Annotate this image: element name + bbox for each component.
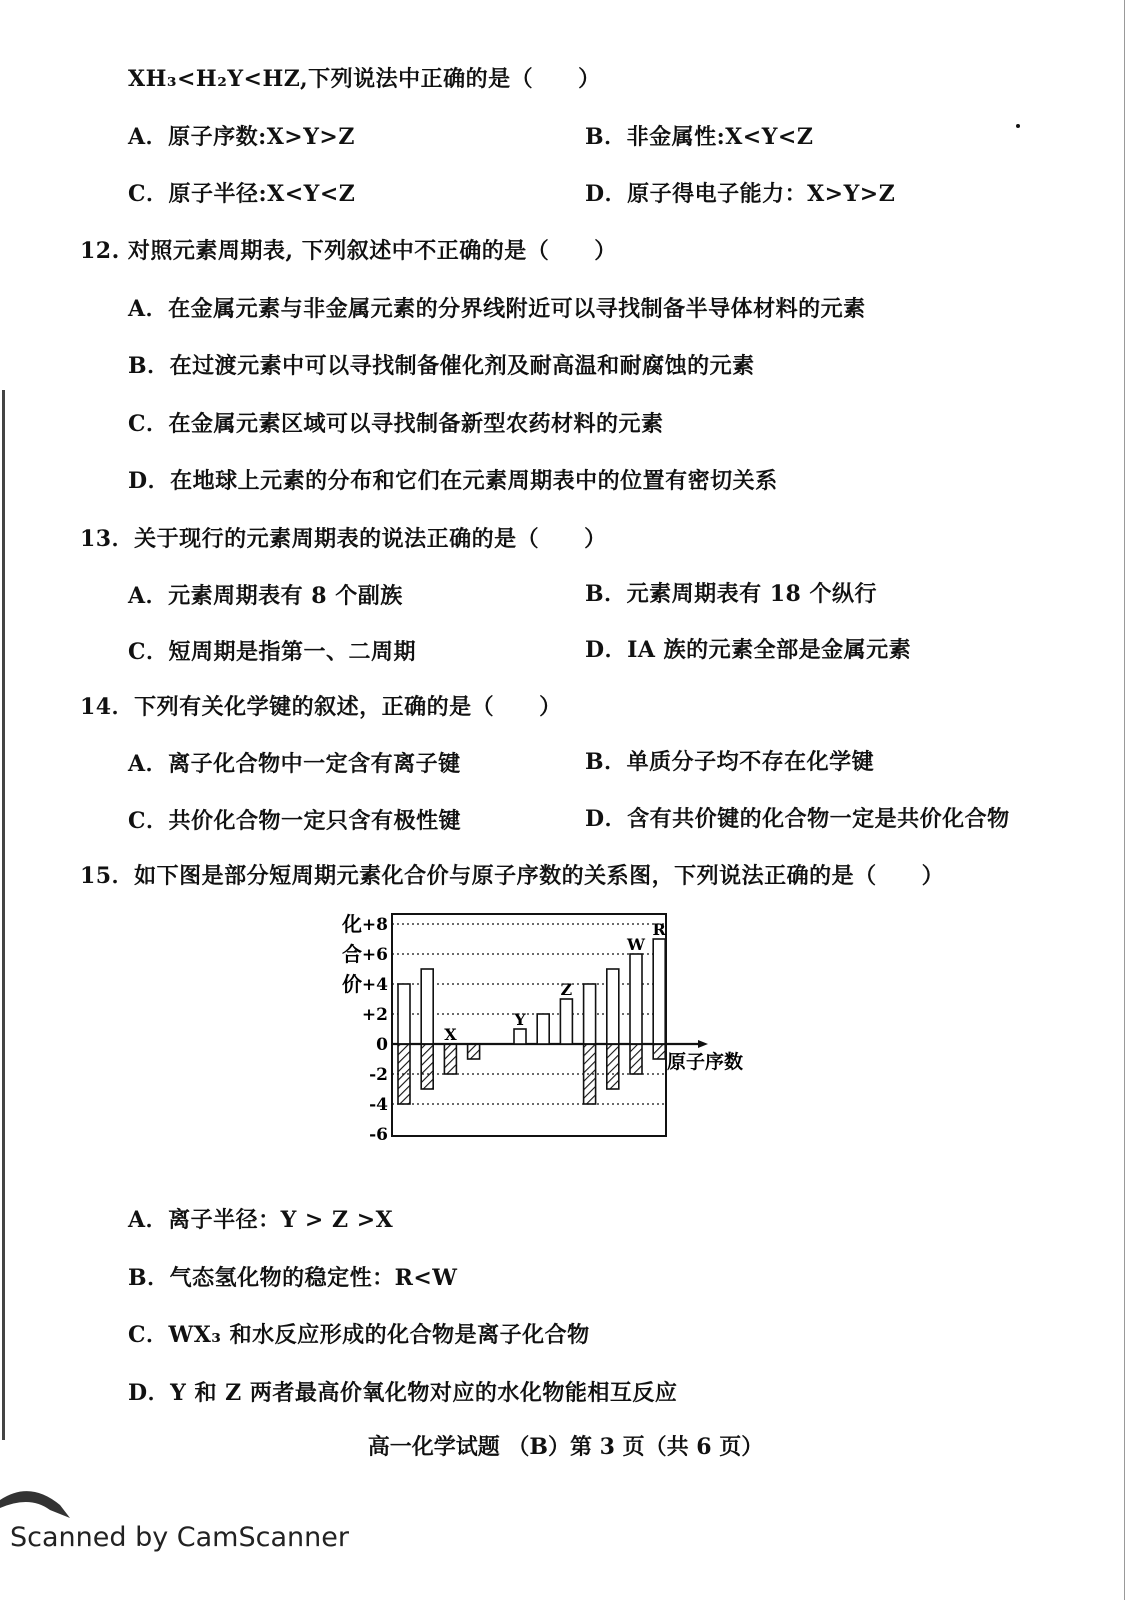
positive-valence-bar [653, 939, 665, 1044]
q15-option-b: B．气态氢化物的稳定性：R<W [128, 1265, 458, 1291]
y-tick-label: -2 [369, 1065, 388, 1085]
q14-option-c: C．共价化合物一定只含有极性键 [128, 808, 462, 834]
negative-valence-bar [398, 1044, 410, 1104]
element-label: W [627, 935, 645, 954]
negative-valence-bar [444, 1044, 456, 1074]
q13-option-d: D．IA 族的元素全部是金属元素 [585, 637, 912, 663]
positive-valence-bar [421, 969, 433, 1044]
negative-valence-bar [653, 1044, 665, 1059]
x-axis-label: 原子序数 [667, 1051, 744, 1073]
positive-valence-bar [560, 999, 572, 1044]
y-tick-label: +6 [361, 945, 388, 965]
y-tick-label: +2 [361, 1005, 388, 1025]
x-axis-arrow [698, 1040, 708, 1048]
q13-option-a: A．元素周期表有 8 个副族 [128, 583, 403, 609]
element-label: Z [560, 980, 573, 999]
q14-option-b: B．单质分子均不存在化学键 [585, 749, 875, 775]
y-tick-label: +8 [361, 915, 388, 935]
q15-option-d: D．Y 和 Z 两者最高价氧化物对应的水化物能相互反应 [128, 1380, 678, 1406]
scan-edge-right [1124, 0, 1125, 1600]
q12-option-b: B．在过渡元素中可以寻找制备催化剂及耐高温和耐腐蚀的元素 [128, 353, 755, 379]
scan-edge-left [2, 390, 5, 1440]
q12-option-d: D．在地球上元素的分布和它们在元素周期表中的位置有密切关系 [128, 468, 778, 494]
valence-vs-atomic-number-chart [330, 910, 750, 1150]
q11-option-b: B．非金属性:X<Y<Z [585, 124, 814, 150]
negative-valence-bar [468, 1044, 480, 1059]
q12-option-a: A．在金属元素与非金属元素的分界线附近可以寻找制备半导体材料的元素 [128, 296, 866, 322]
y-tick-label: +4 [361, 975, 388, 995]
question-14: 14．下列有关化学键的叙述，正确的是（ ） [80, 694, 562, 720]
q11-option-d: D．原子得电子能力：X>Y>Z [585, 181, 896, 207]
y-axis-label-char: 合 [342, 942, 362, 966]
positive-valence-bar [514, 1029, 526, 1044]
q15-option-c: C．WX₃ 和水反应形成的化合物是离子化合物 [128, 1322, 590, 1348]
q13-option-b: B．元素周期表有 18 个纵行 [585, 581, 878, 607]
positive-valence-bar [398, 984, 410, 1044]
page-footer: 高一化学试题 （B）第 3 页（共 6 页） [367, 1434, 764, 1460]
y-tick-label: 0 [376, 1035, 388, 1055]
question-11-stem-continuation: XH₃<H₂Y<HZ,下列说法中正确的是（ ） [128, 66, 601, 92]
negative-valence-bar [584, 1044, 596, 1104]
question-13: 13．关于现行的元素周期表的说法正确的是（ ） [80, 526, 607, 552]
q13-option-c: C．短周期是指第一、二周期 [128, 639, 417, 665]
element-label: R [652, 920, 666, 939]
question-15: 15．如下图是部分短周期元素化合价与原子序数的关系图，下列说法正确的是（ ） [80, 863, 945, 889]
scan-speck [1016, 124, 1020, 128]
q15-option-a: A．离子半径：Y > Z >X [128, 1207, 394, 1233]
element-label: X [444, 1025, 457, 1044]
q11-option-c: C．原子半径:X<Y<Z [128, 181, 356, 207]
q14-option-a: A．离子化合物中一定含有离子键 [128, 751, 461, 777]
y-tick-label: -6 [369, 1125, 388, 1145]
y-tick-label: -4 [369, 1095, 388, 1115]
positive-valence-bar [537, 1014, 549, 1044]
positive-valence-bar [584, 984, 596, 1044]
q12-option-c: C．在金属元素区域可以寻找制备新型农药材料的元素 [128, 411, 664, 437]
question-12: 12. 对照元素周期表, 下列叙述中不正确的是（ ） [80, 238, 617, 264]
camscanner-watermark: Scanned by CamScanner [10, 1522, 349, 1553]
y-axis-label-char: 化 [342, 912, 362, 936]
negative-valence-bar [421, 1044, 433, 1089]
negative-valence-bar [607, 1044, 619, 1089]
positive-valence-bar [630, 954, 642, 1044]
scan-corner-smudge [0, 1470, 80, 1520]
negative-valence-bar [630, 1044, 642, 1074]
y-axis-label-char: 价 [342, 972, 362, 996]
q11-option-a: A．原子序数:X>Y>Z [128, 124, 355, 150]
positive-valence-bar [607, 969, 619, 1044]
q14-option-d: D．含有共价键的化合物一定是共价化合物 [585, 806, 1010, 832]
element-label: Y [514, 1010, 526, 1029]
